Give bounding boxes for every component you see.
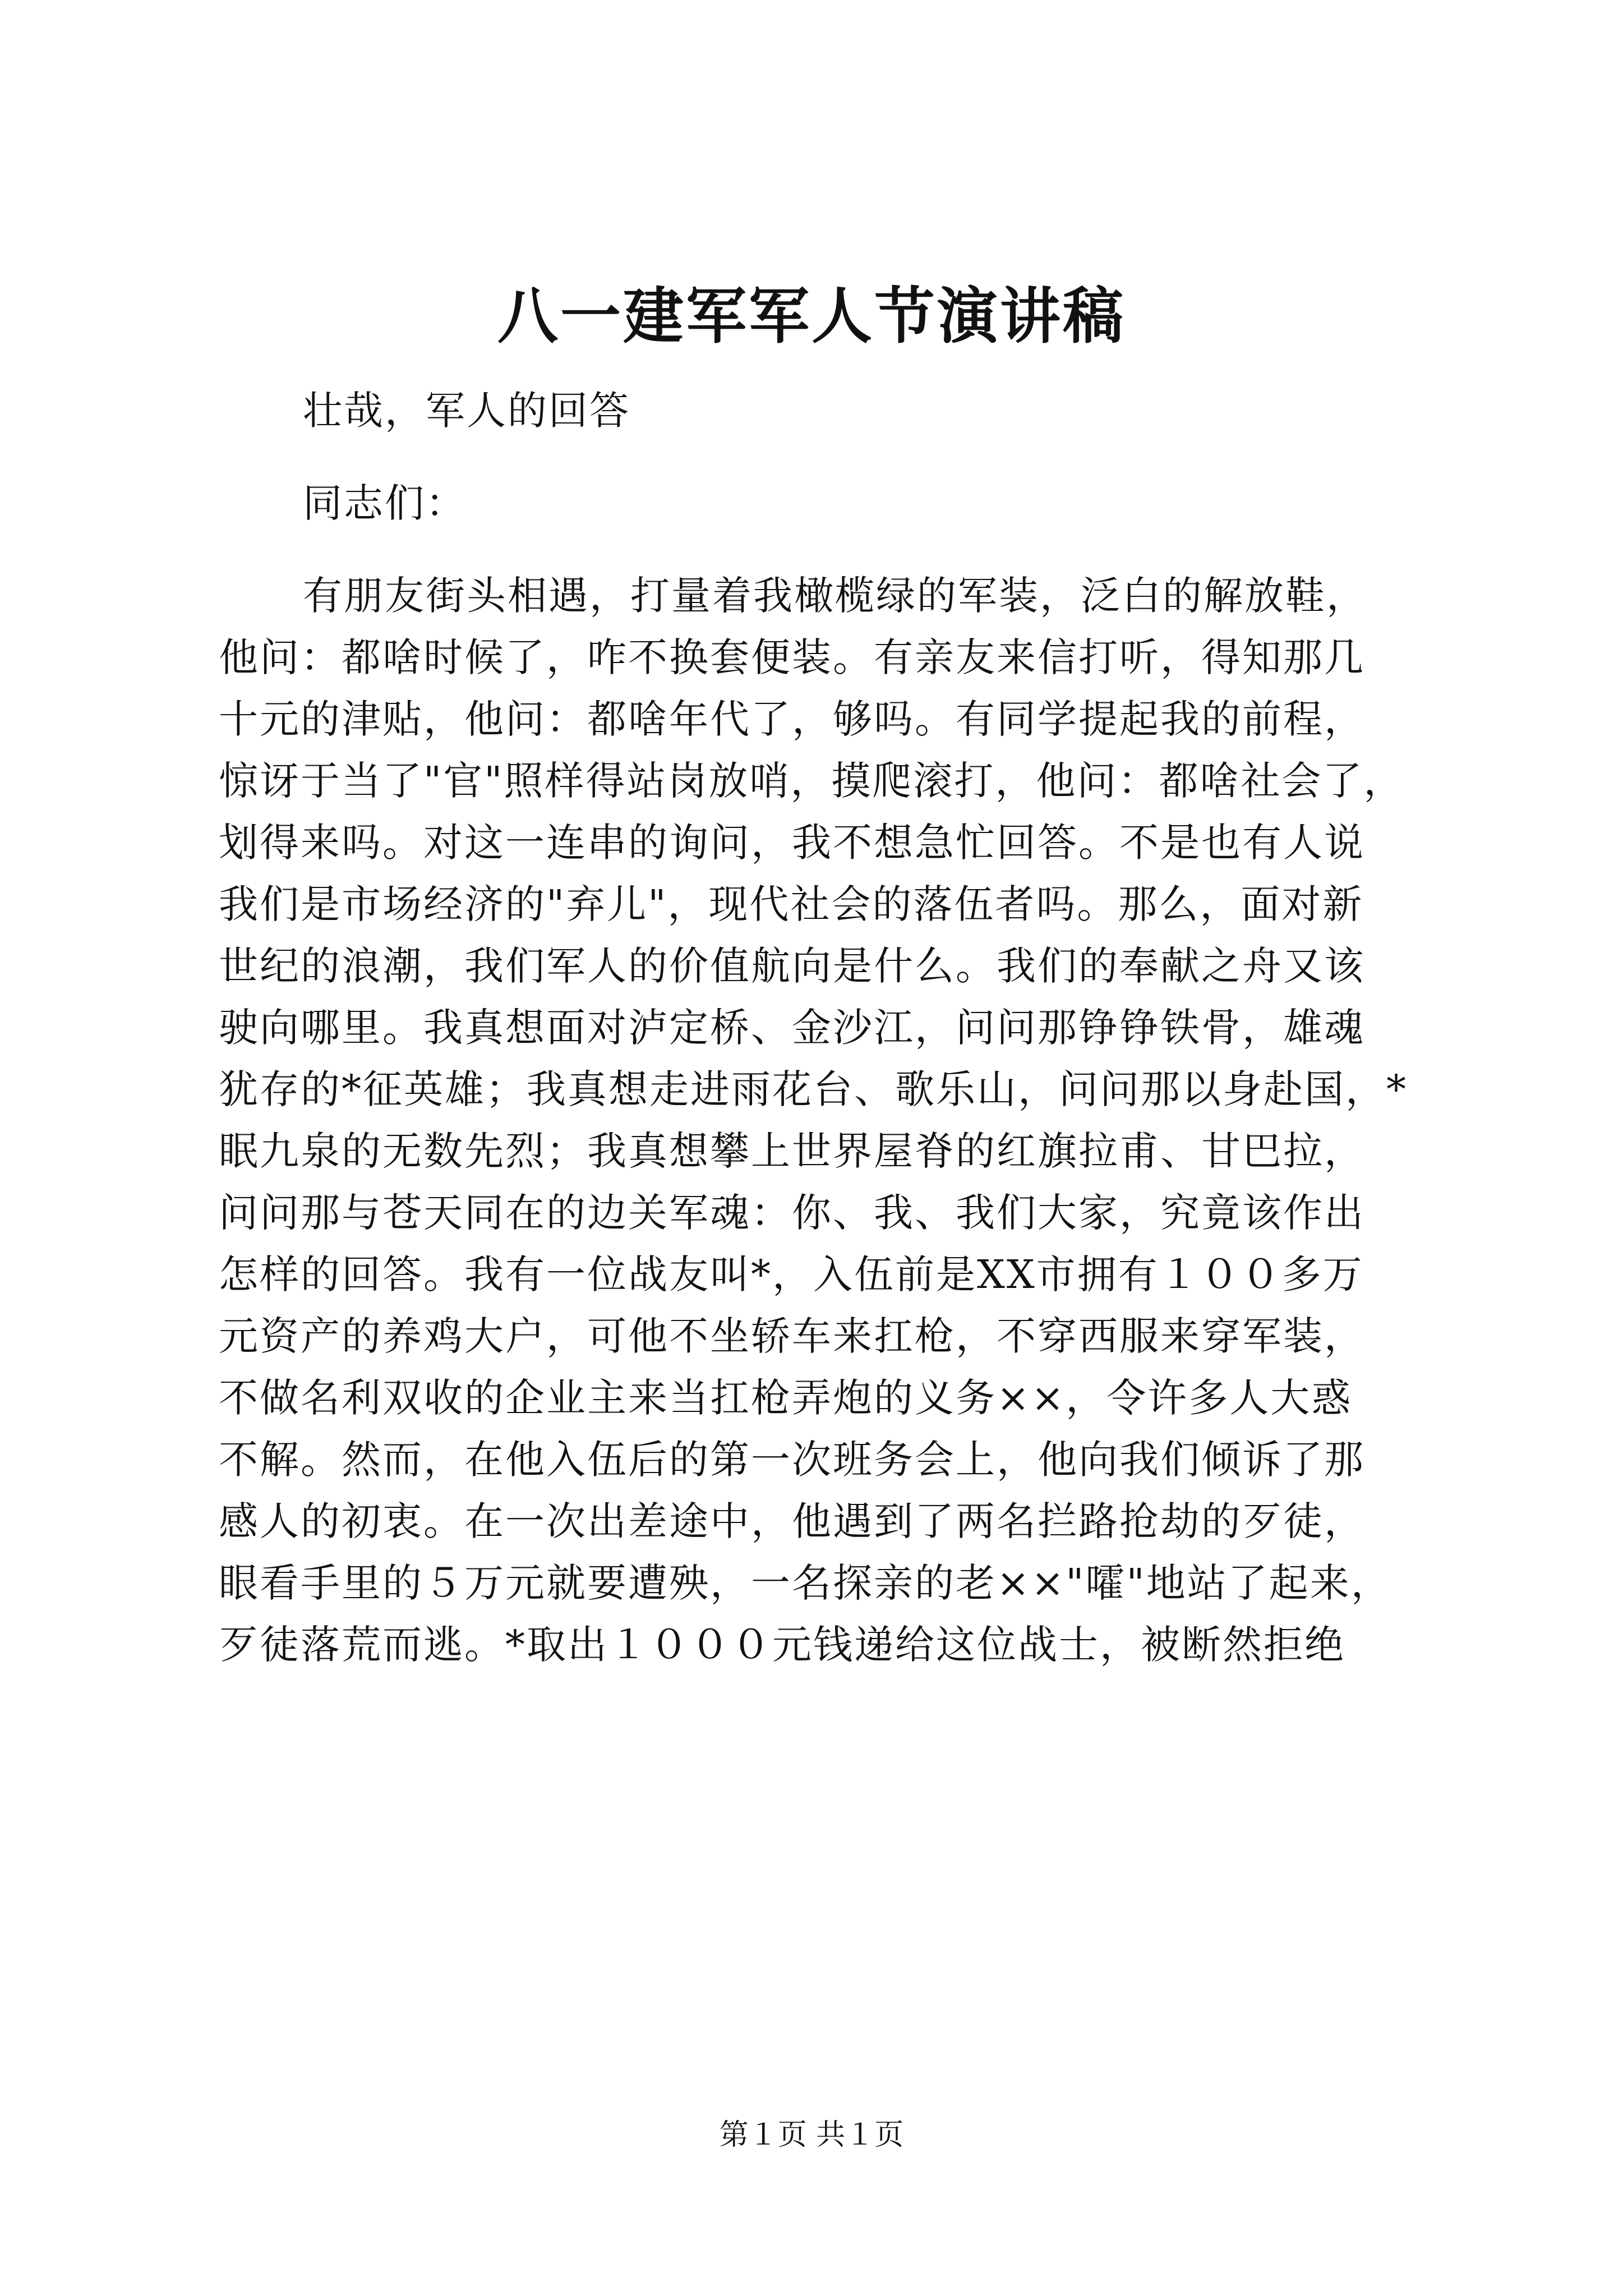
document-title: 八一建军军人节演讲稿 [497, 281, 1126, 352]
body-line-13: 元资产的养鸡大户，可他不坐轿车来扛枪，不穿西服来穿军装， [219, 1313, 1365, 1359]
page-footer: 第１页 共１页 [719, 2118, 904, 2152]
salutation: 同志们： [303, 480, 467, 526]
body-line-3: 十元的津贴，他问：都啥年代了，够吗。有同学提起我的前程， [219, 696, 1365, 742]
body-line-1: 有朋友街头相遇，打量着我橄榄绿的军装，泛白的解放鞋， [303, 573, 1367, 619]
body-line-7: 世纪的浪潮，我们军人的价值航向是什么。我们的奉献之舟又该 [219, 943, 1365, 989]
body-line-14: 不做名利双收的企业主来当扛枪弄炮的义务××，令许多人大惑 [219, 1375, 1353, 1421]
body-line-9: 犹存的*征英雄；我真想走进雨花台、歌乐山，问问那以身赴国，* [219, 1066, 1408, 1112]
body-line-16: 感人的初衷。在一次出差途中，他遇到了两名拦路抢劫的歹徒， [219, 1498, 1365, 1544]
body-line-8: 驶向哪里。我真想面对泸定桥、金沙江，问问那铮铮铁骨，雄魂 [219, 1005, 1365, 1051]
subtitle: 壮哉，军人的回答 [303, 388, 630, 434]
body-line-2: 他问：都啥时候了，咋不换套便装。有亲友来信打听，得知那几 [219, 634, 1365, 680]
body-line-6: 我们是市场经济的"弃儿"，现代社会的落伍者吗。那么，面对新 [219, 881, 1364, 927]
body-line-11: 问问那与苍天同在的边关军魂：你、我、我们大家，究竟该作出 [219, 1190, 1365, 1236]
body-line-10: 眠九泉的无数先烈；我真想攀上世界屋脊的红旗拉甫、甘巴拉， [219, 1128, 1365, 1174]
body-line-17: 眼看手里的５万元就要遭殃，一名探亲的老××"嚯"地站了起来， [219, 1560, 1392, 1606]
body-line-4: 惊讶于当了"官"照样得站岗放哨，摸爬滚打，他问：都啥社会了， [219, 758, 1405, 804]
body-line-18: 歹徒落荒而逃。*取出１０００元钱递给这位战士，被断然拒绝 [219, 1622, 1345, 1668]
body-line-5: 划得来吗。对这一连串的询问，我不想急忙回答。不是也有人说 [219, 820, 1365, 866]
body-line-15: 不解。然而，在他入伍后的第一次班务会上，他向我们倾诉了那 [219, 1437, 1365, 1483]
body-line-12: 怎样的回答。我有一位战友叫*，入伍前是XX市拥有１００多万 [219, 1251, 1364, 1297]
